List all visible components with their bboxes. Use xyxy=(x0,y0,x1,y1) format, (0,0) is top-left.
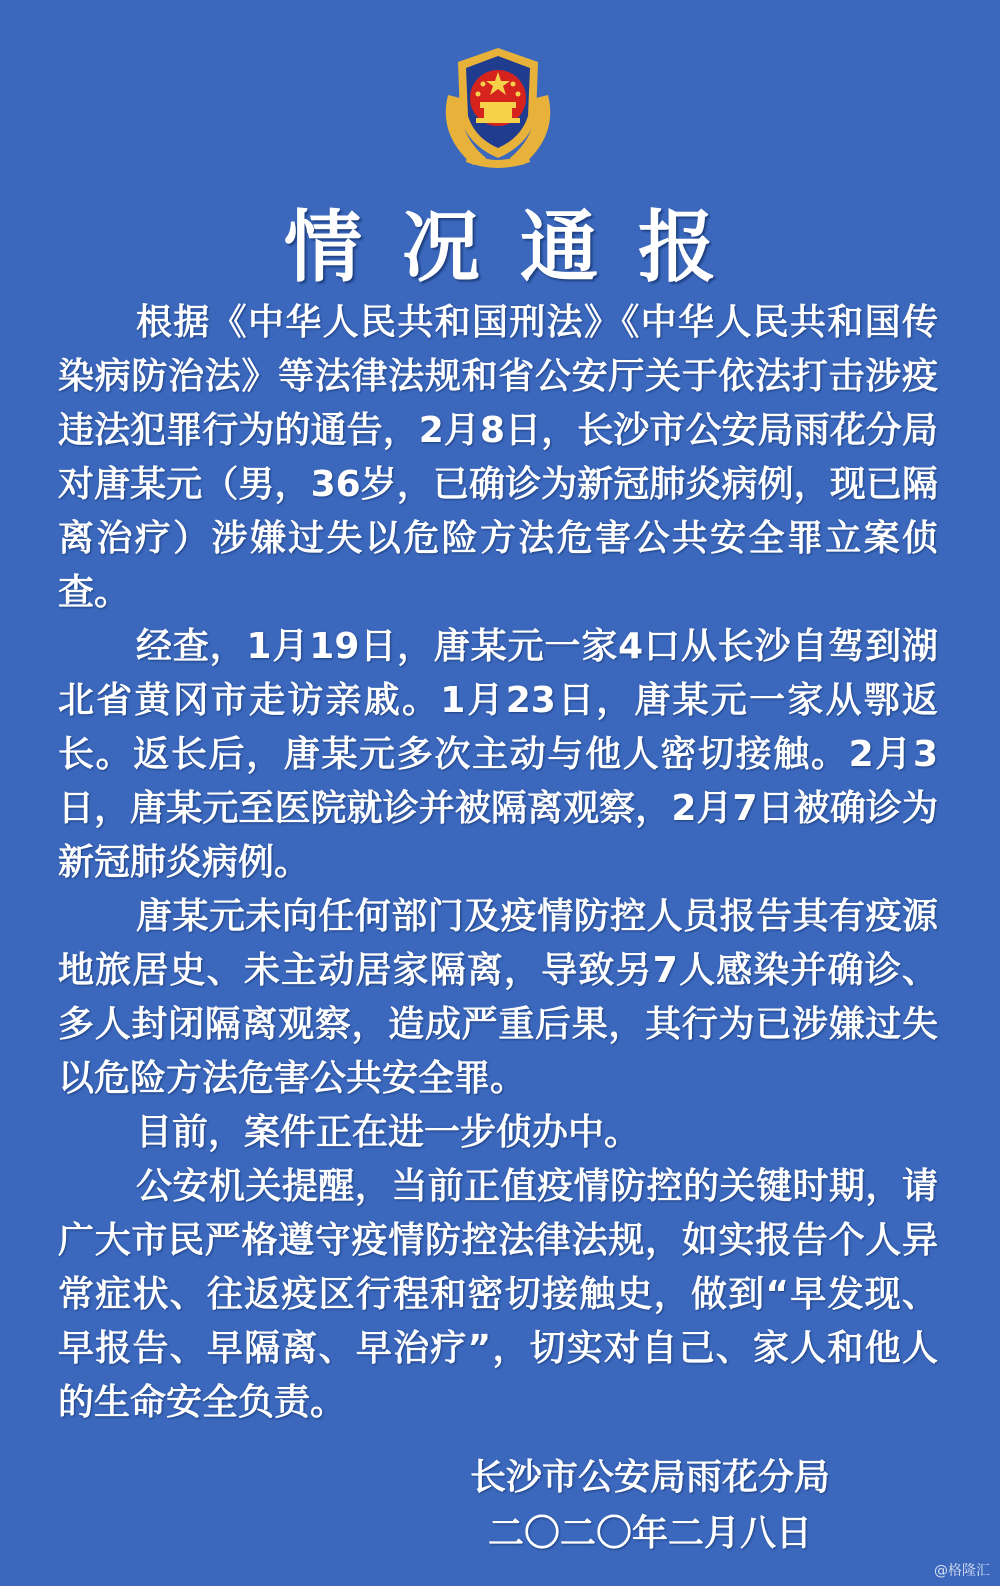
notice-title: 情况通报 xyxy=(283,203,756,293)
police-emblem-icon xyxy=(428,40,568,175)
signature-block xyxy=(440,1450,860,1562)
watermark: @格隆汇 xyxy=(934,1563,990,1579)
notice-body xyxy=(58,296,938,1430)
paragraph-reminder: 公安机关提醒，当前正值疫情防控的关键时期，请广大市民严格遵守疫情防控法律法规，如实报告个人异常症状、往返疫区行程和密切接触史，做到“早发现、早报告、早隔离、早治疗”，切实对自己、家人和他人的生命安全负责。 xyxy=(58,1166,938,1423)
paragraph-investigation: 经查，1月19日，唐某元一家4口从长沙自驾到湖北省黄冈市走访亲戚。1月23日，唐某元一家从鄂返长。返长后，唐某元多次主动与他人密切接触。2月3日，唐某元至医院就诊并被隔离观察，2月7日被确诊为新冠肺炎病例。 xyxy=(58,626,938,883)
paragraph-consequences: 唐某元未向任何部门及疫情防控人员报告其有疫源地旅居史、未主动居家隔离，导致另7人感染并确诊、多人封闭隔离观察，造成严重后果，其行为已涉嫌过失以危险方法危害公共安全罪。 xyxy=(58,896,938,1099)
signature-organization: 长沙市公安局雨花分局 xyxy=(469,1457,830,1498)
paragraph-status: 目前，案件正在进一步侦办中。 xyxy=(136,1112,641,1153)
signature-date: 二〇二〇年二月八日 xyxy=(487,1513,812,1554)
paragraph-legal-basis: 根据《中华人民共和国刑法》《中华人民共和国传染病防治法》等法律法规和省公安厅关于依法打击涉疫违法犯罪行为的通告，2月8日，长沙市公安局雨花分局对唐某元（男，36岁，已确诊为新冠肺炎病例，现已隔离治疗）涉嫌过失以危险方法危害公共安全罪立案侦查。 xyxy=(58,302,938,613)
